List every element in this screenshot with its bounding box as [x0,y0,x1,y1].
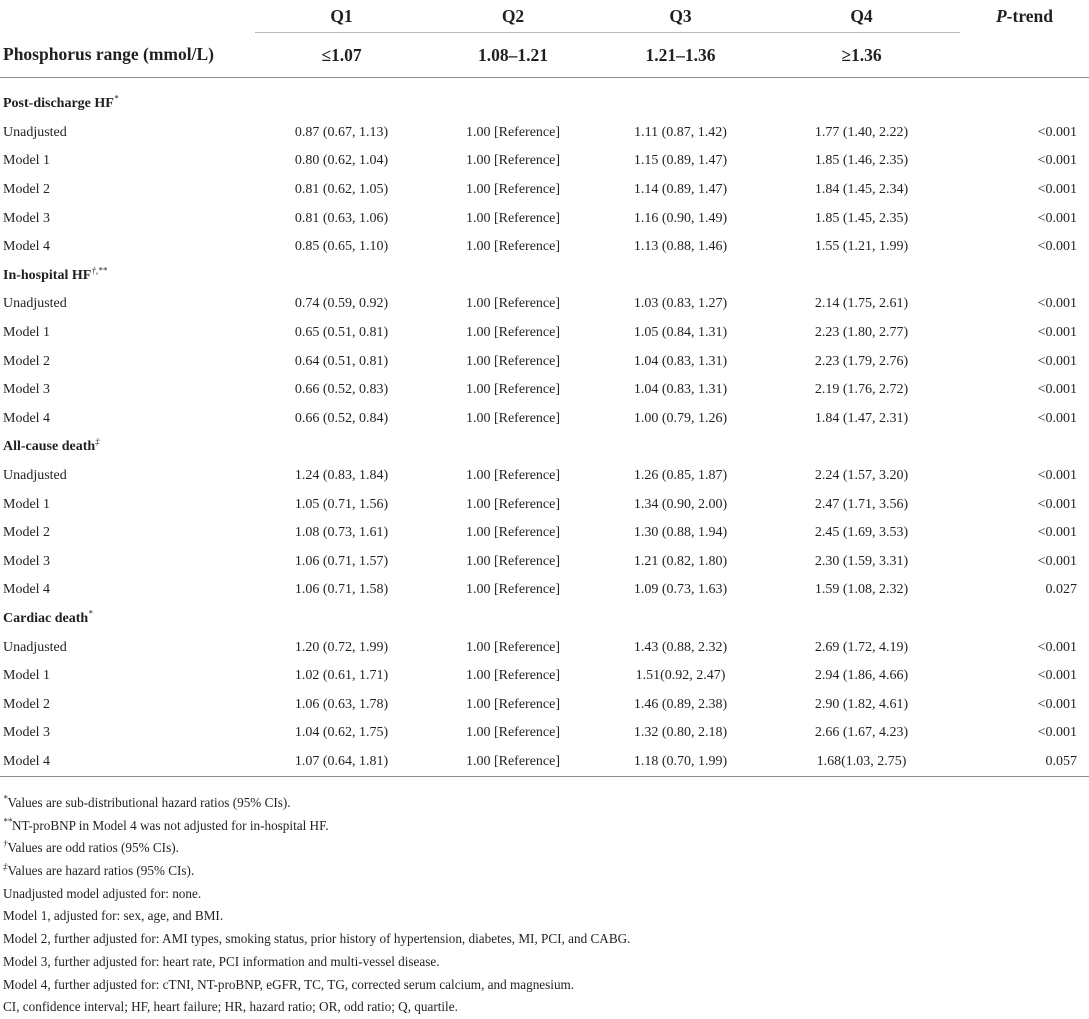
footnote-line [0,928,1089,951]
footnotes [0,792,1089,1019]
cell-q2: 1.00 [Reference] [428,748,598,777]
section-title-cell [0,90,1089,119]
quartile-header-row [0,0,1089,33]
row-label: Model 2 [3,525,51,541]
cell-q2: 1.00 [Reference] [465,210,561,226]
row-label: Model 4 [3,582,51,598]
cell-q3: 1.16 (0.90, 1.49) [633,210,728,226]
row-label: Model 3 [3,382,51,398]
table-row [0,462,1089,491]
cell-q3: 1.03 (0.83, 1.27) [633,296,728,312]
cell-q1: 1.20 (0.72, 1.99) [294,639,389,655]
section-header-row [0,605,1089,634]
section-header-row [0,262,1089,291]
cell-q3: 1.00 (0.79, 1.26) [633,410,728,426]
table-row [0,347,1089,376]
section-header-row [0,433,1089,462]
table-row [0,748,1089,777]
cell-q4: 1.68(1.03, 2.75) [763,748,960,777]
section-header-row [0,90,1089,119]
cell-q4: 1.77 (1.40, 2.22) [814,124,909,140]
cell-q1: 0.65 (0.51, 0.81) [294,325,389,341]
cell-q1: 1.06 (0.71, 1.58) [294,582,389,598]
footnote-text: Model 1, adjusted for: sex, age, and BMI. [3,908,224,924]
row-label: Model 1 [3,325,51,341]
cell-q2: 1.00 [Reference] [465,582,561,598]
cell-p-trend: <0.001 [1037,725,1077,741]
section-title: Post-discharge HF [3,96,114,112]
table-row [0,376,1089,405]
footnote-text: Model 2, further adjusted for: AMI types, smoking status, prior history of hypertension, diabetes, MI, PCI, and CABG. [3,931,631,947]
cell-q4: 1.84 (1.47, 2.31) [814,410,909,426]
cell-q1: 0.80 (0.62, 1.04) [294,153,389,169]
section-footnote-mark: †,** [91,265,108,276]
footnote-line [0,837,1089,860]
table-row [0,204,1089,233]
row-label: Unadjusted [3,296,67,312]
cell-p-trend: <0.001 [1037,124,1077,140]
table-row [0,290,1089,319]
cell-q1: 0.87 (0.67, 1.13) [294,124,389,140]
footnote-mark: ** [3,816,12,827]
header-q4: Q4 [763,0,960,33]
table-row [0,147,1089,176]
cell-q3: 1.51(0.92, 2.47) [635,668,726,684]
footnote-text: CI, confidence interval; HF, heart failure; HR, hazard ratio; OR, odd ratio; Q, quartile. [3,999,458,1015]
cell-q1: 1.05 (0.71, 1.56) [294,496,389,512]
header-q2: Q2 [428,0,598,33]
section-title: Cardiac death [3,610,89,626]
cell-q4: 2.23 (1.80, 2.77) [814,325,909,341]
footnote-line [0,905,1089,928]
section-footnote-mark: ‡ [95,436,100,447]
cell-q2: 1.00 [Reference] [465,468,561,484]
range-q1: ≤1.07 [255,33,428,78]
cell-p-trend: <0.001 [1037,525,1077,541]
cell-p-trend: <0.001 [1037,153,1077,169]
row-label: Unadjusted [3,639,67,655]
table-row [0,119,1089,148]
cell-p-trend: <0.001 [1037,325,1077,341]
footnote-mark: † [3,838,8,849]
row-label: Model 1 [3,668,51,684]
cell-q1: 0.64 (0.51, 0.81) [294,353,389,369]
table-row [0,490,1089,519]
table-header [0,0,1089,78]
cell-q3: 1.14 (0.89, 1.47) [633,182,728,198]
cell-q4: 2.45 (1.69, 3.53) [814,525,909,541]
cell-q1: 0.81 (0.62, 1.05) [294,182,389,198]
range-header-row [0,33,1089,78]
cell-q3: 1.04 (0.83, 1.31) [633,353,728,369]
table-row [0,662,1089,691]
row-label: Model 2 [3,353,51,369]
cell-q4: 2.19 (1.76, 2.72) [814,382,909,398]
cell-q1: 1.08 (0.73, 1.61) [294,525,389,541]
footnote-line [0,996,1089,1019]
phosphorus-range-label: Phosphorus range (mmol/L) [0,33,255,78]
cell-q3: 1.46 (0.89, 2.38) [633,696,728,712]
cell-q2: 1.00 [Reference] [465,696,561,712]
footnote-text: Values are hazard ratios (95% CIs). [7,863,195,879]
cell-q3: 1.18 (0.70, 1.99) [598,748,763,777]
cell-p-trend: <0.001 [1037,382,1077,398]
cell-q4: 2.69 (1.72, 4.19) [814,639,909,655]
row-label: Model 4 [3,239,51,255]
table-row [0,519,1089,548]
cell-p-trend: <0.001 [1037,239,1077,255]
cell-q2: 1.00 [Reference] [465,410,561,426]
cell-q2: 1.00 [Reference] [465,525,561,541]
table-row [0,576,1089,605]
footnote-line [0,792,1089,815]
table-row [0,176,1089,205]
cell-p-trend: 0.027 [1045,582,1077,598]
row-label: Model 4 [0,748,255,777]
cell-q2: 1.00 [Reference] [465,668,561,684]
section-footnote-mark: * [113,93,119,104]
row-label: Model 3 [3,210,51,226]
table-body [0,78,1089,777]
cell-p-trend: <0.001 [1037,353,1077,369]
section-title-cell [0,433,1089,462]
header-p-trend [960,0,1089,33]
row-label: Model 4 [3,410,51,426]
row-label: Model 2 [3,182,51,198]
cell-q1: 1.04 (0.62, 1.75) [294,725,389,741]
cell-q2: 1.00 [Reference] [465,639,561,655]
cell-q3: 1.21 (0.82, 1.80) [633,553,728,569]
cell-q3: 1.32 (0.80, 2.18) [633,725,728,741]
row-label: Model 1 [3,153,51,169]
table-row [0,319,1089,348]
cell-q2: 1.00 [Reference] [465,182,561,198]
section-title: In-hospital HF [3,267,92,283]
cell-p-trend: <0.001 [1037,210,1077,226]
section-footnote-mark: * [88,608,93,619]
cell-q2: 1.00 [Reference] [465,239,561,255]
spacer-row [0,78,1089,91]
cell-p-trend: <0.001 [1037,553,1077,569]
row-label: Unadjusted [3,468,67,484]
table-row [0,233,1089,262]
cell-q4: 1.55 (1.21, 1.99) [814,239,909,255]
cell-q4: 1.84 (1.45, 2.34) [814,182,909,198]
header-q1: Q1 [255,0,428,33]
cell-q3: 1.11 (0.87, 1.42) [634,124,727,140]
cell-q3: 1.04 (0.83, 1.31) [633,382,728,398]
section-title-cell [0,262,1089,291]
cell-q1: 1.06 (0.63, 1.78) [294,696,389,712]
cell-p-trend: <0.001 [1037,496,1077,512]
header-blank-cell [0,0,255,33]
cell-q2: 1.00 [Reference] [465,124,561,140]
cell-q4: 2.23 (1.79, 2.76) [814,353,909,369]
footnote-line [0,815,1089,838]
cell-q4: 1.85 (1.46, 2.35) [814,153,909,169]
cell-q2: 1.00 [Reference] [465,153,561,169]
footnote-mark: ‡ [3,861,8,872]
cell-p-trend: 0.057 [960,748,1089,777]
cell-p-trend: <0.001 [1037,696,1077,712]
cell-q3: 1.30 (0.88, 1.94) [633,525,728,541]
range-q3: 1.21–1.36 [598,33,763,78]
footnote-line [0,860,1089,883]
cell-q4: 2.30 (1.59, 3.31) [814,553,909,569]
table-row [0,548,1089,577]
cell-q3: 1.15 (0.89, 1.47) [633,153,728,169]
row-label: Model 1 [3,496,51,512]
cell-q4: 2.66 (1.67, 4.23) [814,725,909,741]
table-row [0,690,1089,719]
cell-q4: 2.47 (1.71, 3.56) [814,496,909,512]
cell-q2: 1.00 [Reference] [465,296,561,312]
cell-q1: 0.81 (0.63, 1.06) [294,210,389,226]
table-row [0,719,1089,748]
cell-q4: 2.24 (1.57, 3.20) [814,468,909,484]
section-title: All-cause death [3,439,96,455]
section-title-cell [0,605,1089,634]
cell-q4: 2.94 (1.86, 4.66) [814,668,909,684]
cell-q2: 1.00 [Reference] [465,553,561,569]
footnote-text: NT-proBNP in Model 4 was not adjusted for in-hospital HF. [12,817,329,833]
footnote-text: Model 3, further adjusted for: heart rate, PCI information and multi-vessel disease. [3,953,440,969]
cell-q4: 1.59 (1.08, 2.32) [814,582,909,598]
cell-p-trend: <0.001 [1037,668,1077,684]
p-trend-italic-p: P [995,5,1007,26]
cell-q1: 0.66 (0.52, 0.84) [294,410,389,426]
cell-q2: 1.00 [Reference] [465,325,561,341]
cell-q2: 1.00 [Reference] [465,353,561,369]
p-trend-suffix: -trend [1006,5,1054,26]
row-label: Model 2 [3,696,51,712]
cell-q1: 0.66 (0.52, 0.83) [294,382,389,398]
footnote-text: Unadjusted model adjusted for: none. [3,885,202,901]
cell-q2: 1.00 [Reference] [465,725,561,741]
cell-q1: 0.85 (0.65, 1.10) [294,239,389,255]
footnote-text: Model 4, further adjusted for: cTNI, NT-proBNP, eGFR, TC, TG, corrected serum calcium, and magnesium. [3,976,575,992]
table-row [0,405,1089,434]
cell-q4: 2.14 (1.75, 2.61) [814,296,909,312]
cell-q2: 1.00 [Reference] [465,496,561,512]
cell-p-trend: <0.001 [1037,468,1077,484]
range-q2: 1.08–1.21 [428,33,598,78]
cell-q2: 1.00 [Reference] [465,382,561,398]
cell-p-trend: <0.001 [1037,182,1077,198]
cell-q1: 1.07 (0.64, 1.81) [255,748,428,777]
cell-q1: 1.24 (0.83, 1.84) [294,468,389,484]
cell-q3: 1.26 (0.85, 1.87) [633,468,728,484]
cell-q4: 1.85 (1.45, 2.35) [814,210,909,226]
cell-q3: 1.13 (0.88, 1.46) [633,239,728,255]
cell-q3: 1.43 (0.88, 2.32) [633,639,728,655]
footnote-mark: * [3,793,8,804]
cell-q1: 0.74 (0.59, 0.92) [294,296,389,312]
row-label: Model 3 [3,553,51,569]
cell-q1: 1.02 (0.61, 1.71) [294,668,389,684]
footnote-line [0,974,1089,997]
range-blank-cell [960,33,1089,78]
cell-p-trend: <0.001 [1037,296,1077,312]
cell-q4: 2.90 (1.82, 4.61) [814,696,909,712]
footnote-text: Values are odd ratios (95% CIs). [7,840,179,856]
cell-q1: 1.06 (0.71, 1.57) [294,553,389,569]
footnote-text: Values are sub-distributional hazard ratios (95% CIs). [7,795,291,810]
header-q3: Q3 [598,0,763,33]
cell-q3: 1.09 (0.73, 1.63) [633,582,728,598]
row-label: Unadjusted [3,124,67,140]
cell-q3: 1.05 (0.84, 1.31) [633,325,728,341]
row-label: Model 3 [3,725,51,741]
footnote-line [0,951,1089,974]
cell-q3: 1.34 (0.90, 2.00) [633,496,728,512]
cell-p-trend: <0.001 [1037,639,1077,655]
table-row [0,633,1089,662]
range-q4: ≥1.36 [763,33,960,78]
footnote-line [0,883,1089,906]
cell-p-trend: <0.001 [1037,410,1077,426]
